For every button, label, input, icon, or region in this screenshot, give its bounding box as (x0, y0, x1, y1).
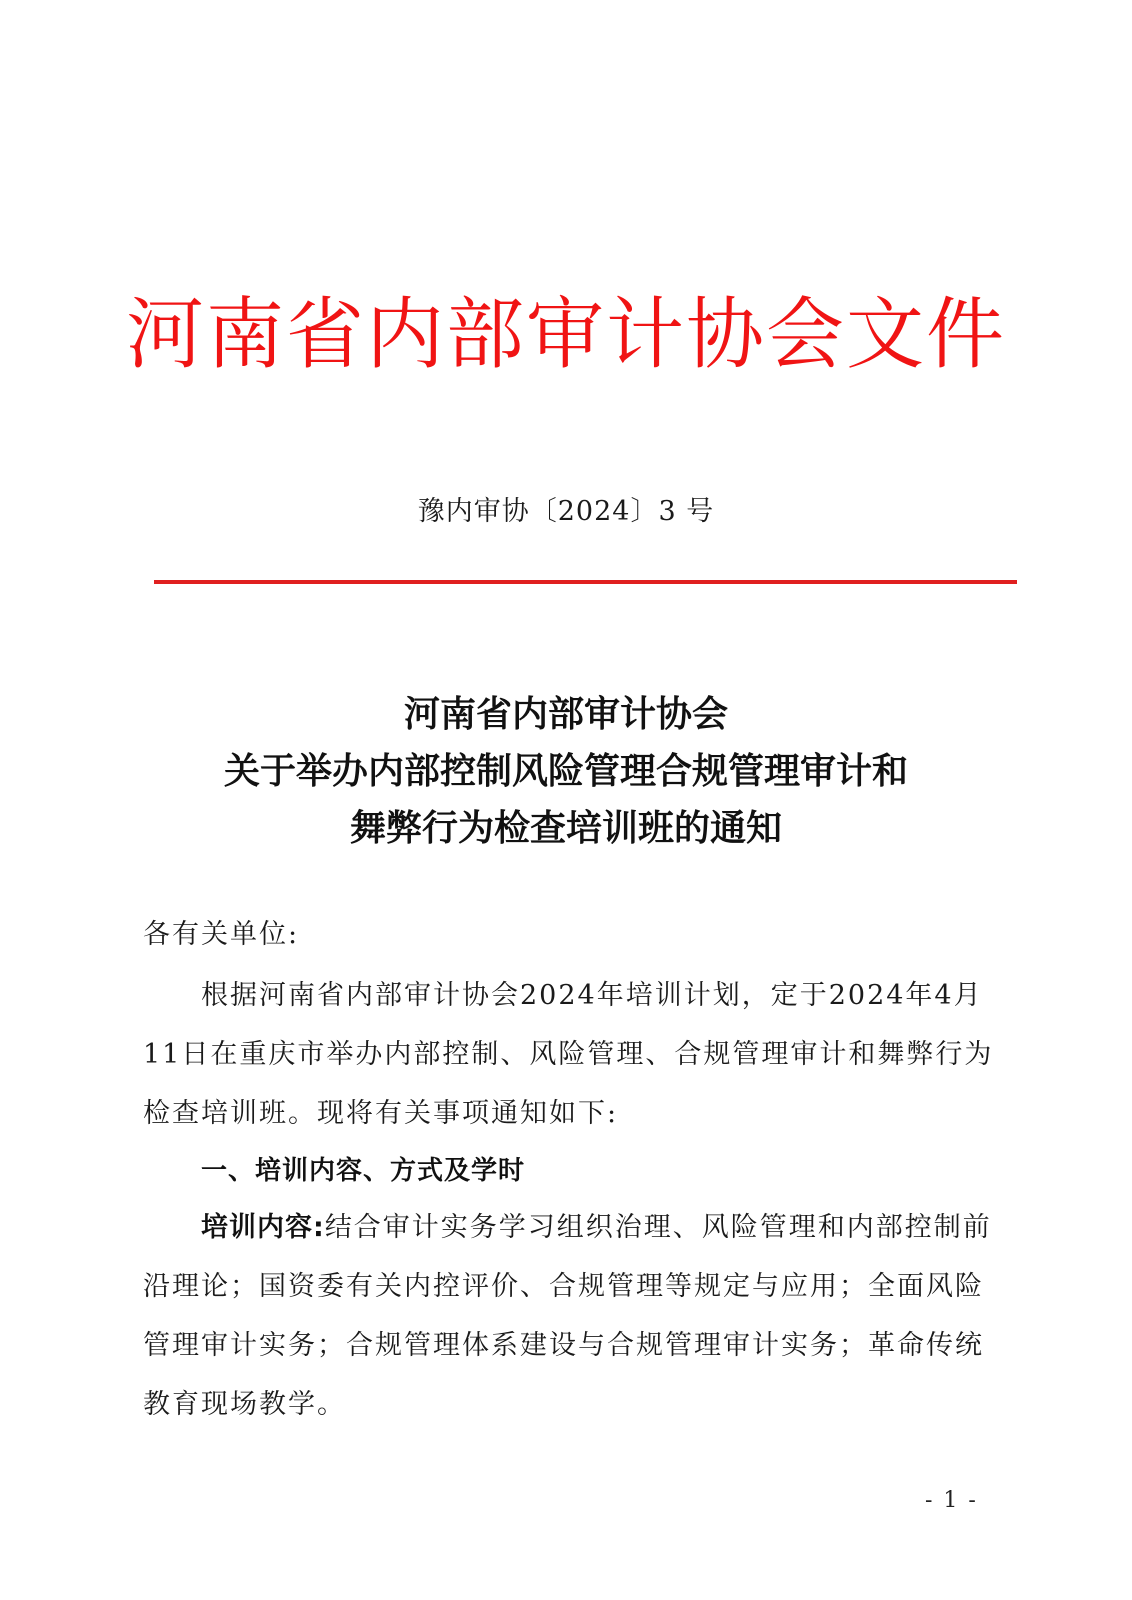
section-heading-training-content: 一、培训内容、方式及学时 (201, 1156, 526, 1186)
paragraph-training-content-text: 结合审计实务学习组织治理、风险管理和内部控制前沿理论；国资委有关内控评价、合规管理等规定与应用；全面风险管理审计实务；合规管理体系建设与合规管理审计实务；革命传统教育现场教学。 (143, 1212, 992, 1420)
notice-title-line-1: 河南省内部审计协会 (403, 694, 728, 735)
notice-title (0, 686, 1132, 857)
paragraph-intro: 根据河南省内部审计协会2024年培训计划，定于2024年4月11日在重庆市举办内部控制、风险管理、合规管理审计和舞弊行为检查培训班。现将有关事项通知如下: (143, 980, 994, 1129)
paragraph-lead-label: 培训内容: (201, 1212, 325, 1243)
notice-title-line-2: 关于举办内部控制风险管理合规管理审计和 (223, 751, 908, 792)
salutation: 各有关单位: (143, 919, 300, 950)
notice-title-line-3: 舞弊行为检查培训班的通知 (349, 808, 782, 849)
document-number: 豫内审协〔2024〕3 号 (417, 496, 715, 527)
page-number: - 1 - (925, 1488, 978, 1513)
masthead-title: 河南省内部审计协会文件 (125, 290, 1006, 380)
paragraph-training-content (143, 1198, 995, 1434)
red-divider-rule (154, 580, 1017, 584)
